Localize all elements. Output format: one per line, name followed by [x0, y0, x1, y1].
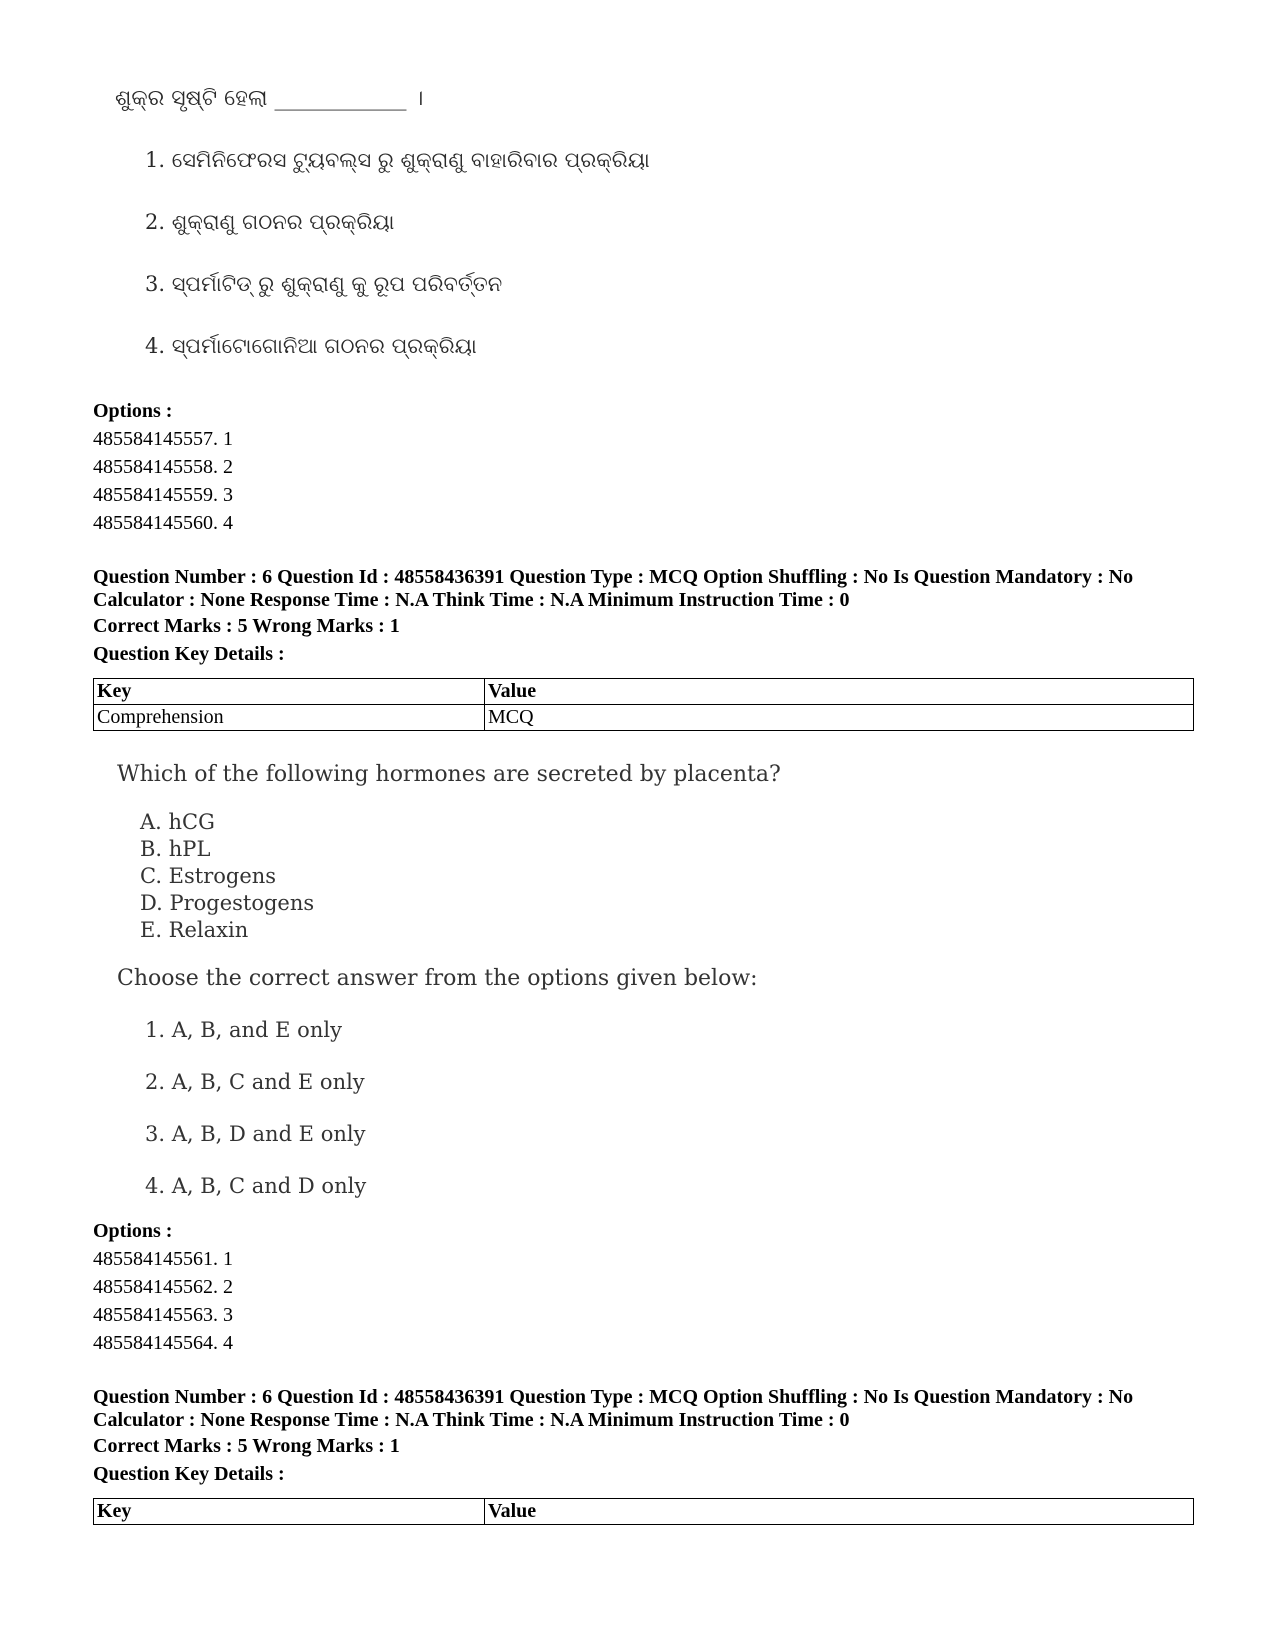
table-header-row [94, 679, 1194, 705]
q6-option-3: 3. A, B, D and E only [145, 1122, 366, 1146]
question-key-details-label: Question Key Details : [93, 643, 285, 665]
option-id-line: 485584145562. 2 [93, 1276, 233, 1298]
q6-option-2: 2. A, B, C and E only [145, 1070, 365, 1094]
q6-key-table [93, 678, 1194, 731]
question-meta-line-1: Question Number : 6 Question Id : 48558436391 Question Type : MCQ Option Shuffling : No Is Question Mandatory : No [93, 566, 1134, 588]
q7-key-table [93, 1498, 1194, 1525]
table-header-value: Value [485, 679, 1194, 705]
table-header-key: Key [94, 679, 485, 705]
table-header-row [94, 1499, 1194, 1525]
q6-item-e: E. Relaxin [140, 918, 249, 942]
q6-stem: Which of the following hormones are secreted by placenta? [117, 762, 781, 787]
q7-meta [93, 1386, 1193, 1488]
question-meta-line-2: Calculator : None Response Time : N.A Think Time : N.A Minimum Instruction Time : 0 [93, 589, 850, 611]
q6-instruction: Choose the correct answer from the options given below: [117, 966, 758, 991]
q6-option-4: 4. A, B, C and D only [145, 1174, 367, 1198]
table-cell-value: MCQ [485, 705, 1194, 731]
option-id-line: 485584145558. 2 [93, 456, 233, 478]
option-id-line: 485584145557. 1 [93, 428, 233, 450]
question-marks: Correct Marks : 5 Wrong Marks : 1 [93, 1435, 400, 1457]
option-id-line: 485584145559. 3 [93, 484, 233, 506]
table-row [94, 705, 1194, 731]
table-header-key: Key [94, 1499, 485, 1525]
options-title: Options : [93, 1220, 173, 1242]
q5-option-2: 2. ଶୁକ୍ରାଣୁ ଗଠନର ପ୍ରକ୍ରିୟା [145, 210, 395, 234]
options-title: Options : [93, 400, 173, 422]
q6-option-1: 1. A, B, and E only [145, 1018, 342, 1042]
q6-item-d: D. Progestogens [140, 891, 315, 915]
q6-question-image [0, 740, 1275, 1210]
q6-options [93, 1217, 1193, 1357]
question-key-details-label: Question Key Details : [93, 1463, 285, 1485]
question-marks: Correct Marks : 5 Wrong Marks : 1 [93, 615, 400, 637]
q6-meta [93, 566, 1193, 668]
question-meta-line-1: Question Number : 6 Question Id : 48558436391 Question Type : MCQ Option Shuffling : No Is Question Mandatory : No [93, 1386, 1134, 1408]
q6-item-c: C. Estrogens [140, 864, 277, 888]
option-id-line: 485584145564. 4 [93, 1332, 233, 1354]
q5-option-3: 3. ସ୍ପର୍ମାଟିଡ୍ ରୁ ଶୁକ୍ରାଣୁ କୁ ରୂପ ପରିବର୍ତ୍ତନ [145, 272, 503, 296]
option-id-line: 485584145561. 1 [93, 1248, 233, 1270]
q5-stem: ଶୁକ୍ର ସୃଷ୍ଟି ହେଲା ____________ । [115, 86, 424, 111]
q5-option-4: 4. ସ୍ପର୍ମାଟୋଗୋନିଆ ଗଠନର ପ୍ରକ୍ରିୟା [145, 334, 477, 358]
q6-item-b: B. hPL [140, 837, 211, 861]
question-meta-line-2: Calculator : None Response Time : N.A Think Time : N.A Minimum Instruction Time : 0 [93, 1409, 850, 1431]
q6-item-a: A. hCG [140, 810, 215, 834]
option-id-line: 485584145563. 3 [93, 1304, 233, 1326]
q5-options [93, 397, 1193, 537]
table-header-value: Value [485, 1499, 1194, 1525]
table-cell-key: Comprehension [94, 705, 485, 731]
q5-option-1: 1. ସେମିନିଫେରସ ଟ୍ୟୁବଲ୍ସ ରୁ ଶୁକ୍ରାଣୁ ବାହାରିବାର ପ୍ରକ୍ରିୟା [145, 148, 650, 172]
option-id-line: 485584145560. 4 [93, 512, 233, 534]
q5-question-image [0, 0, 1275, 380]
